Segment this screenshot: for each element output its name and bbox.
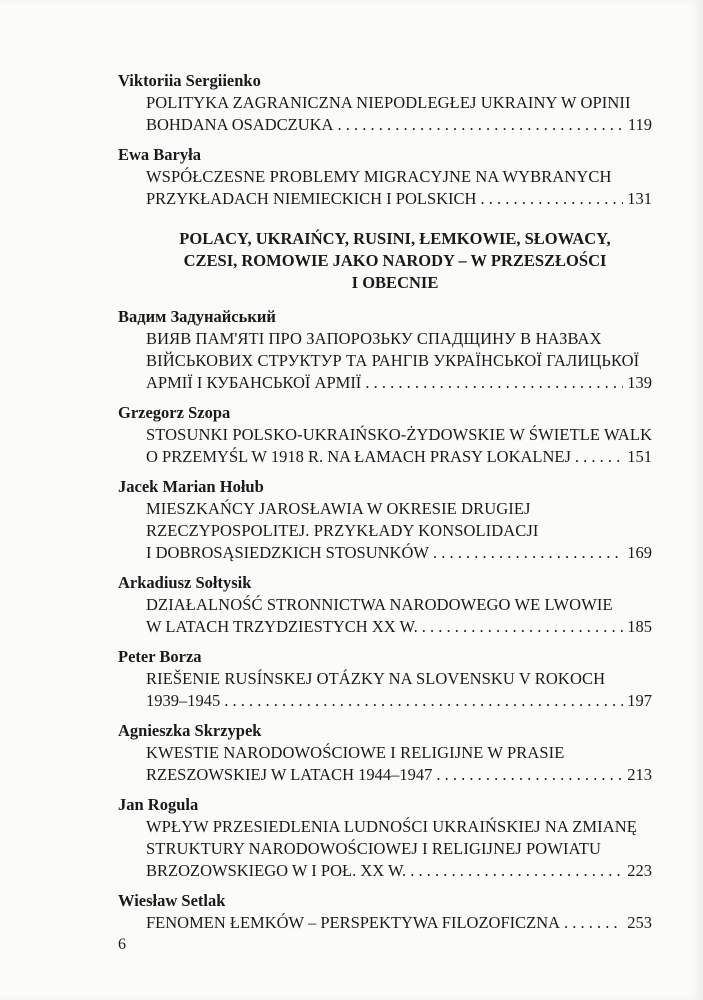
entry-page-number: 139 — [627, 373, 652, 392]
entry-author: Arkadiusz Sołtysik — [118, 573, 252, 592]
entry-last-line — [118, 372, 652, 394]
entry-last-line — [118, 114, 652, 136]
entry-last-line — [118, 188, 652, 210]
section-heading-line: I OBECNIE — [351, 273, 439, 292]
entry-page-number: 253 — [627, 913, 652, 932]
section-heading — [118, 228, 652, 294]
entry-title-line: POLITYKA ZAGRANICZNA NIEPODLEGŁEJ UKRAINY W OPINII — [146, 93, 631, 112]
dot-leader — [337, 114, 623, 136]
entry-title-line: FENOMEN ŁEMKÓW – PERSPEKTYWA FILOZOFICZNA — [146, 913, 561, 932]
dot-leader — [436, 764, 623, 786]
entry-author: Jan Rogula — [118, 795, 199, 814]
toc-entry — [118, 720, 652, 786]
section-heading-line: CZESI, ROMOWIE JAKO NARODY – W PRZESZŁOŚCI — [183, 251, 607, 270]
dot-leader — [564, 912, 623, 934]
entry-title-line: BRZOZOWSKIEGO W I POŁ. XX W. — [146, 861, 407, 880]
entry-page-number: 151 — [627, 447, 652, 466]
dot-leader — [480, 188, 623, 210]
entry-title-line: RZECZYPOSPOLITEJ. PRZYKŁADY KONSOLIDACJI — [146, 521, 539, 540]
entry-title-line: ВИЯВ ПАМ'ЯТІ ПРО ЗАПОРОЗЬКУ СПАДЩИНУ В НАЗВАХ — [146, 329, 602, 348]
dot-leader — [422, 616, 624, 638]
entry-title-line: PRZYKŁADACH NIEMIECKICH I POLSKICH — [146, 189, 477, 208]
entry-last-line — [118, 616, 652, 638]
entry-last-line — [118, 912, 652, 934]
entry-title-line: 1939–1945 — [146, 691, 221, 710]
entry-title-line: O PRZEMYŚL W 1918 R. NA ŁAMACH PRASY LOKALNEJ — [146, 447, 571, 466]
entry-title-line: АРМІЇ І КУБАНСЬКОЇ АРМІЇ — [146, 373, 362, 392]
entry-title-line: I DOBROSĄSIEDZKICH STOSUNKÓW — [146, 543, 429, 562]
entry-last-line — [118, 446, 652, 468]
dot-leader — [575, 446, 623, 468]
toc-entry — [118, 144, 652, 210]
toc-entry — [118, 794, 652, 882]
toc-entry — [118, 890, 652, 934]
entry-author: Wiesław Setlak — [118, 891, 226, 910]
toc-entry — [118, 402, 652, 468]
entry-title-line: RIEŠENIE RUSÍNSKEJ OTÁZKY NA SLOVENSKU V ROKOCH — [146, 669, 606, 688]
entry-author: Вадим Задунайський — [118, 307, 276, 326]
entry-title-line: KWESTIE NARODOWOŚCIOWE I RELIGIJNE W PRASIE — [146, 743, 565, 762]
entry-author: Grzegorz Szopa — [118, 403, 231, 422]
entry-title-line: STRUKTURY NARODOWOŚCIOWEJ I RELIGIJNEJ POWIATU — [146, 839, 601, 858]
dot-leader — [410, 860, 623, 882]
entry-title-line: DZIAŁALNOŚĆ STRONNICTWA NARODOWEGO WE LWOWIE — [146, 595, 613, 614]
entry-title-line: STOSUNKI POLSKO-UKRAIŃSKO-ŻYDOWSKIE W ŚWIETLE WALK — [146, 425, 652, 444]
entry-page-number: 131 — [627, 189, 652, 208]
toc-entry — [118, 70, 652, 136]
dot-leader — [224, 690, 623, 712]
toc-entry — [118, 646, 652, 712]
entry-last-line — [118, 764, 652, 786]
table-of-contents — [118, 70, 652, 942]
entry-title-line: WPŁYW PRZESIEDLENIA LUDNOŚCI UKRAIŃSKIEJ NA ZMIANĘ — [146, 817, 637, 836]
entry-title-line: RZESZOWSKIEJ W LATACH 1944–1947 — [146, 765, 433, 784]
toc-entries-after — [118, 306, 652, 934]
entry-author: Agnieszka Skrzypek — [118, 721, 262, 740]
entry-page-number: 213 — [627, 765, 652, 784]
entry-title-line: ВІЙСЬКОВИХ СТРУКТУР ТА РАНГІВ УКРАЇНСЬКОЇ ГАЛИЦЬКОЇ — [146, 351, 640, 370]
entry-title-line: W LATACH TRZYDZIESTYCH XX W. — [146, 617, 418, 636]
entry-page-number: 185 — [627, 617, 652, 636]
entry-page-number: 223 — [627, 861, 652, 880]
dot-leader — [365, 372, 623, 394]
entry-author: Jacek Marian Hołub — [118, 477, 264, 496]
toc-entry — [118, 572, 652, 638]
entry-page-number: 119 — [627, 115, 652, 134]
toc-entry — [118, 306, 652, 394]
toc-entry — [118, 476, 652, 564]
section-heading-line: POLACY, UKRAIŃCY, RUSINI, ŁEMKOWIE, SŁOWACY, — [179, 229, 611, 248]
entry-last-line — [118, 690, 652, 712]
dot-leader — [433, 542, 623, 564]
page-number: 6 — [118, 936, 126, 953]
entry-author: Peter Borza — [118, 647, 202, 666]
entry-title-line: MIESZKAŃCY JAROSŁAWIA W OKRESIE DRUGIEJ — [146, 499, 531, 518]
entry-title-line: BOHDANA OSADCZUKA — [146, 115, 334, 134]
entry-title-line: WSPÓŁCZESNE PROBLEMY MIGRACYJNE NA WYBRANYCH — [146, 167, 612, 186]
toc-entries-before — [118, 70, 652, 210]
entry-author: Viktoriia Sergiienko — [118, 71, 261, 90]
entry-page-number: 169 — [627, 543, 652, 562]
entry-last-line — [118, 542, 652, 564]
entry-last-line — [118, 860, 652, 882]
entry-page-number: 197 — [627, 691, 652, 710]
entry-author: Ewa Baryła — [118, 145, 201, 164]
